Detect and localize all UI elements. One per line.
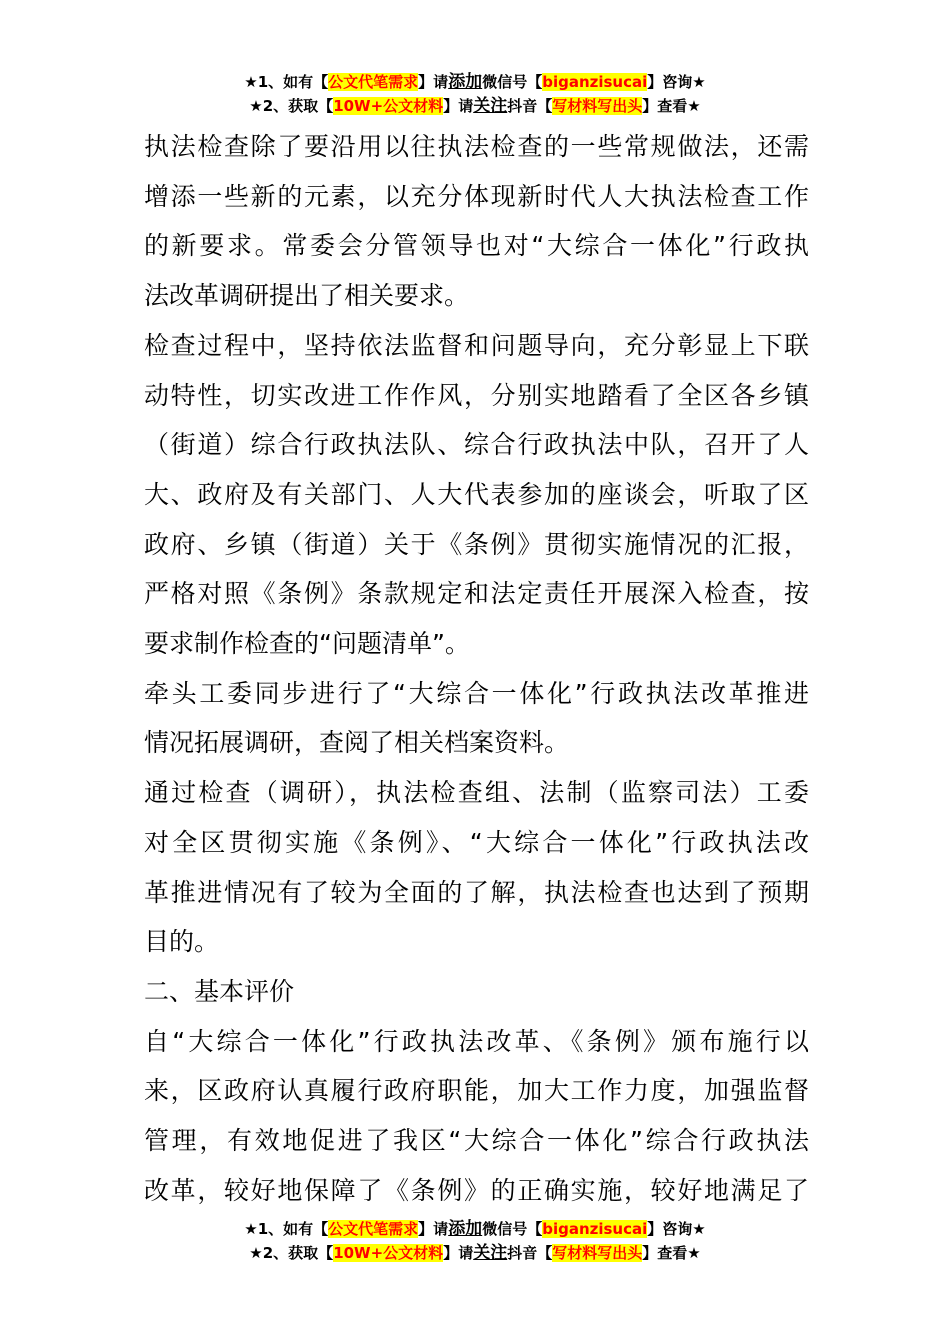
highlight-text: 公文代笔需求 [328,1220,419,1238]
banner-text: 】请 [443,97,474,115]
banner-text: 】咨询★ [647,1220,706,1238]
banner-text: 微信号【 [482,1220,543,1238]
text-line: 情况拓展调研，查阅了相关档案资料。 [144,728,570,758]
text-line: 的新要求。常委会分管领导也对“大综合一体化”行政执 [144,231,809,261]
text-line: 牵头工委同步进行了“大综合一体化”行政执法改革推进 [144,678,809,708]
banner-text: 抖音【 [507,1244,553,1262]
highlight-text: 10W+公文材料 [333,1244,444,1262]
paragraph [144,321,809,669]
section-heading [144,967,809,1017]
text-line: 革推进情况有了较为全面的了解，执法检查也达到了预期 [144,877,809,907]
banner-text: 】查看★ [642,97,701,115]
banner-line-2 [0,1241,950,1265]
banner-text: 】查看★ [642,1244,701,1262]
banner-text: ★2、获取【 [249,1244,334,1262]
banner-line-1 [0,1217,950,1241]
text-line: 管理，有效地促进了我区“大综合一体化”综合行政执法 [144,1126,809,1156]
highlight-text: 公文代笔需求 [328,73,419,91]
text-line: （街道）综合行政执法队、综合行政执法中队，召开了人 [144,430,809,460]
text-line: 动特性，切实改进工作作风，分别实地踏看了全区各乡镇 [144,380,809,410]
text-line: 执法检查除了要沿用以往执法检查的一些常规做法，还需 [144,132,809,161]
underlined-text: 关注 [473,96,508,116]
header-banner [0,70,950,118]
footer-banner [0,1217,950,1265]
banner-text: 】请 [443,1244,474,1262]
wechat-id: biganzisucai [542,1220,648,1238]
douyin-account: 写材料写出头 [552,97,643,115]
banner-text: 】咨询★ [647,73,706,91]
text-line: 对全区贯彻实施《条例》、“大综合一体化”行政执法改 [144,827,809,857]
banner-text: ★1、如有【 [244,1220,329,1238]
douyin-account: 写材料写出头 [552,1244,643,1262]
underlined-text: 添加 [448,1219,483,1239]
paragraph [144,669,809,768]
text-line: 二、基本评价 [144,976,295,1006]
banner-line-1 [0,70,950,94]
highlight-text: 10W+公文材料 [333,97,444,115]
banner-text: 微信号【 [482,73,543,91]
text-line: 改革，较好地保障了《条例》的正确实施，较好地满足了 [144,1175,809,1205]
banner-text: 】请 [418,1220,449,1238]
text-line: 政府、乡镇（街道）关于《条例》贯彻实施情况的汇报， [144,529,809,559]
text-line: 检查过程中，坚持依法监督和问题导向，充分彰显上下联 [144,330,809,360]
text-line: 通过检查（调研），执法检查组、法制（监察司法）工委 [144,778,809,808]
text-line: 来，区政府认真履行政府职能，加大工作力度，加强监督 [144,1076,809,1106]
paragraph [144,768,809,967]
paragraph [144,122,809,321]
banner-line-2 [0,94,950,118]
paragraph [144,1017,809,1216]
banner-text: 】请 [418,73,449,91]
banner-text: ★1、如有【 [244,73,329,91]
text-line: 自“大综合一体化”行政执法改革、《条例》颁布施行以 [144,1026,809,1056]
text-line: 目的。 [144,927,220,957]
banner-text: ★2、获取【 [249,97,334,115]
text-line: 增添一些新的元素，以充分体现新时代人大执法检查工作 [144,181,809,211]
text-line: 严格对照《条例》条款规定和法定责任开展深入检查，按 [144,579,809,609]
underlined-text: 关注 [473,1243,508,1263]
text-line: 法改革调研提出了相关要求。 [144,281,470,311]
text-line: 大、政府及有关部门、人大代表参加的座谈会，听取了区 [144,479,809,509]
wechat-id: biganzisucai [542,73,648,91]
document-body [144,122,809,1215]
text-line: 要求制作检查的“问题清单”。 [144,629,470,659]
underlined-text: 添加 [448,72,483,92]
banner-text: 抖音【 [507,97,553,115]
